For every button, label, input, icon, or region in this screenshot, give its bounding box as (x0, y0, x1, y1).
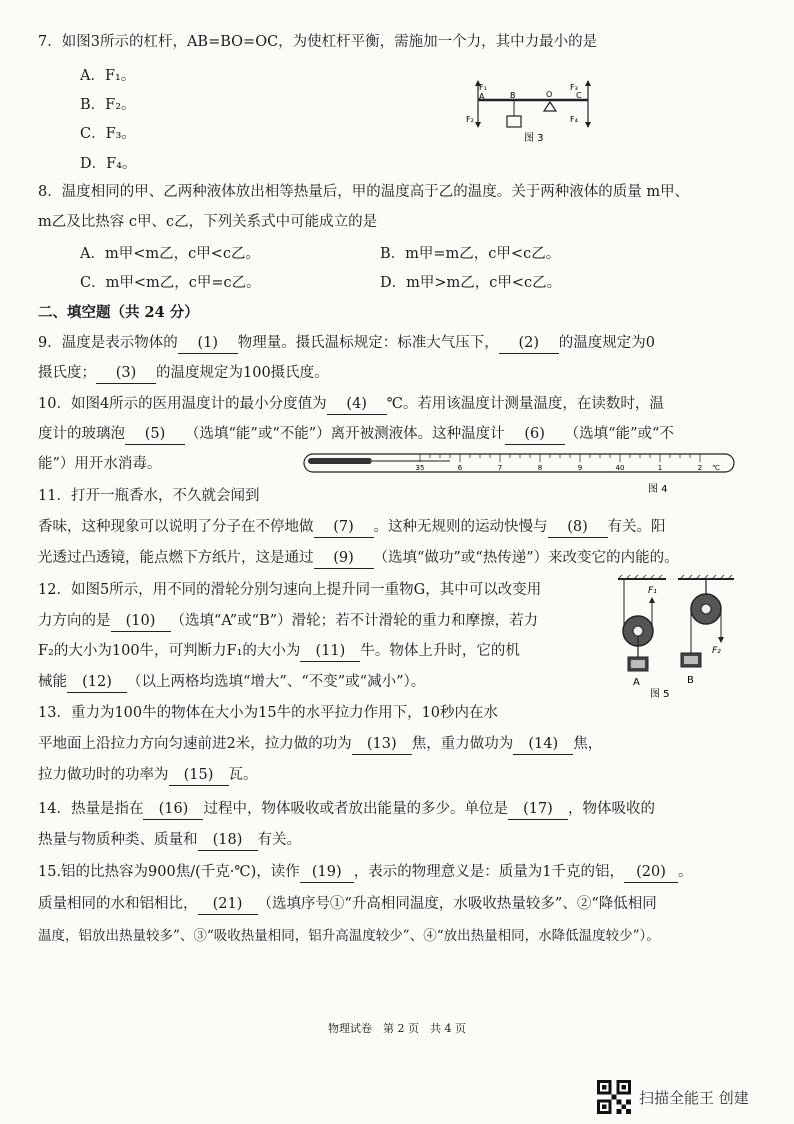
watermark-text: 扫描全能王 创建 (639, 1088, 749, 1107)
q14-line-2: 热量与物质种类、质量和 (18) 有关。 (38, 830, 301, 851)
q10-line-1: 10．如图4所示的医用温度计的最小分度值为 (4) ℃。若用该温度计测量温度，在读数时，温 (38, 394, 664, 415)
fig4-unit: ℃ (712, 464, 720, 472)
fig3-label-b: B (510, 91, 516, 100)
figure-3-lever (466, 78, 606, 148)
page-footer: 物理试卷 第 2 页 共 4 页 (328, 1022, 466, 1035)
q8-option-a: A．m甲<m乙，c甲<c乙。 (80, 246, 261, 262)
q7-stem: 7．如图3所示的杠杆，AB=BO=OC，为使杠杆平衡，需施加一个力，其中力最小的是 (38, 34, 598, 50)
fig4-tick-35: 35 (415, 464, 425, 472)
fig5-label-f2: F₂ (712, 646, 721, 656)
fig4-tick-7: 7 (497, 464, 503, 472)
q8-option-d: D．m甲>m乙，c甲<c乙。 (380, 275, 562, 291)
q8-option-c: C．m甲<m乙，c甲=c乙。 (80, 275, 261, 291)
fig4-tick-6: 6 (457, 464, 463, 472)
q12-line-1: 12．如图5所示，用不同的滑轮分别匀速向上提升同一重物G，其中可以改变用 (38, 582, 542, 598)
q11-line-3: 光透过凸透镜，能点燃下方纸片，这是通过 (9) （选填“做功”或“热传递”）来改变它的内能的。 (38, 548, 679, 569)
fig4-tick-40: 40 (615, 464, 625, 472)
q14-line-1: 14．热量是指在 (16) 过程中，物体吸收或者放出能量的多少。单位是 (17) ，物体吸收的 (38, 799, 655, 820)
fig3-label-f2: F₂ (466, 115, 474, 124)
figure-5-pulleys (606, 573, 746, 703)
q15-line-3: 温度，铝放出热量较多”、③“吸收热量相同，铝升高温度较少”、④“放出热量相同，水降低温度较少”）。 (38, 928, 660, 944)
section-title: 二、填空题（共 24 分） (38, 304, 199, 321)
fig3-label-a: A (479, 92, 485, 101)
q11-line-1: 11．打开一瓶香水，不久就会闻到 (38, 488, 260, 504)
q7-option-c: C．F₃。 (80, 126, 136, 142)
fig3-caption: 图 3 (524, 133, 544, 144)
q7-option-a: A．F₁。 (80, 68, 136, 84)
fig5-label-b: B (687, 675, 694, 686)
q15-line-1: 15.铝的比热容为900焦/(千克·℃)，读作 (19) ，表示的物理意义是：质量为1千克的铝， (20) 。 (38, 862, 693, 883)
q10-line-3: 能”）用开水消毒。 (38, 456, 162, 472)
q8-stem-2: m乙及比热容 c甲、c乙，下列关系式中可能成立的是 (38, 214, 378, 230)
q12-line-2: 力方向的是 (10) （选填“A”或“B”）滑轮；若不计滑轮的重力和摩擦，若力 (38, 611, 538, 632)
q13-line-1: 13．重力为100牛的物体在大小为15牛的水平拉力作用下，10秒内在水 (38, 705, 499, 721)
q7-option-d: D．F₄。 (80, 156, 137, 172)
scanner-watermark (597, 1080, 749, 1114)
fig3-label-o: O (546, 90, 553, 99)
fig3-label-f4: F₄ (570, 115, 578, 124)
q8-stem-1: 8．温度相同的甲、乙两种液体放出相等热量后，甲的温度高于乙的温度。关于两种液体的质量 m甲、 (38, 184, 690, 200)
fig3-label-f3: F₃ (570, 83, 578, 92)
fig4-tick-1: 1 (657, 464, 663, 472)
fig3-label-f1: F₁ (479, 83, 487, 92)
figure-4-thermometer (300, 448, 740, 496)
q13-line-2: 平地面上沿拉力方向匀速前进2米，拉力做的功为 (13) 焦，重力做功为 (14) 焦， (38, 734, 602, 755)
fig4-tick-2: 2 (697, 464, 703, 472)
q8-option-b: B．m甲=m乙，c甲<c乙。 (380, 246, 561, 262)
q11-line-2: 香味，这种现象可以说明了分子在不停地做 (7) 。这种无规则的运动快慢与 (8) 有关。阳 (38, 517, 666, 538)
fig5-label-a: A (633, 677, 640, 688)
q7-option-b: B．F₂。 (80, 97, 136, 113)
fig5-label-f1: F₁ (648, 586, 657, 596)
q10-line-2: 度计的玻璃泡 (5) （选填“能”或“不能”）离开被测液体。这种温度计 (6) （选填“能”或“不 (38, 424, 674, 445)
fig3-label-c: C (576, 91, 582, 100)
q15-line-2: 质量相同的水和铝相比， (21) （选填序号①“升高相同温度，水吸收热量较多”、②“降低相同 (38, 894, 657, 915)
fig4-tick-8: 8 (537, 464, 543, 472)
fig4-caption: 图 4 (648, 484, 668, 495)
fig5-caption: 图 5 (650, 689, 670, 700)
fig4-tick-9: 9 (577, 464, 583, 472)
q9-line-2: 摄氏度； (3) 的温度规定为100摄氏度。 (38, 363, 329, 384)
q9-line-1: 9．温度是表示物体的 (1) 物理量。摄氏温标规定：标准大气压下， (2) 的温度规定为0 (38, 333, 655, 354)
q12-line-3: F₂的大小为100牛，可判断力F₁的大小为 (11) 牛。物体上升时，它的机 (38, 641, 520, 662)
q13-line-3: 拉力做功时的功率为 (15) 瓦。 (38, 765, 258, 786)
q12-line-4: 械能 (12) （以上两格均选填“增大”、“不变”或“减小”）。 (38, 672, 425, 693)
qr-code-icon (597, 1080, 631, 1114)
